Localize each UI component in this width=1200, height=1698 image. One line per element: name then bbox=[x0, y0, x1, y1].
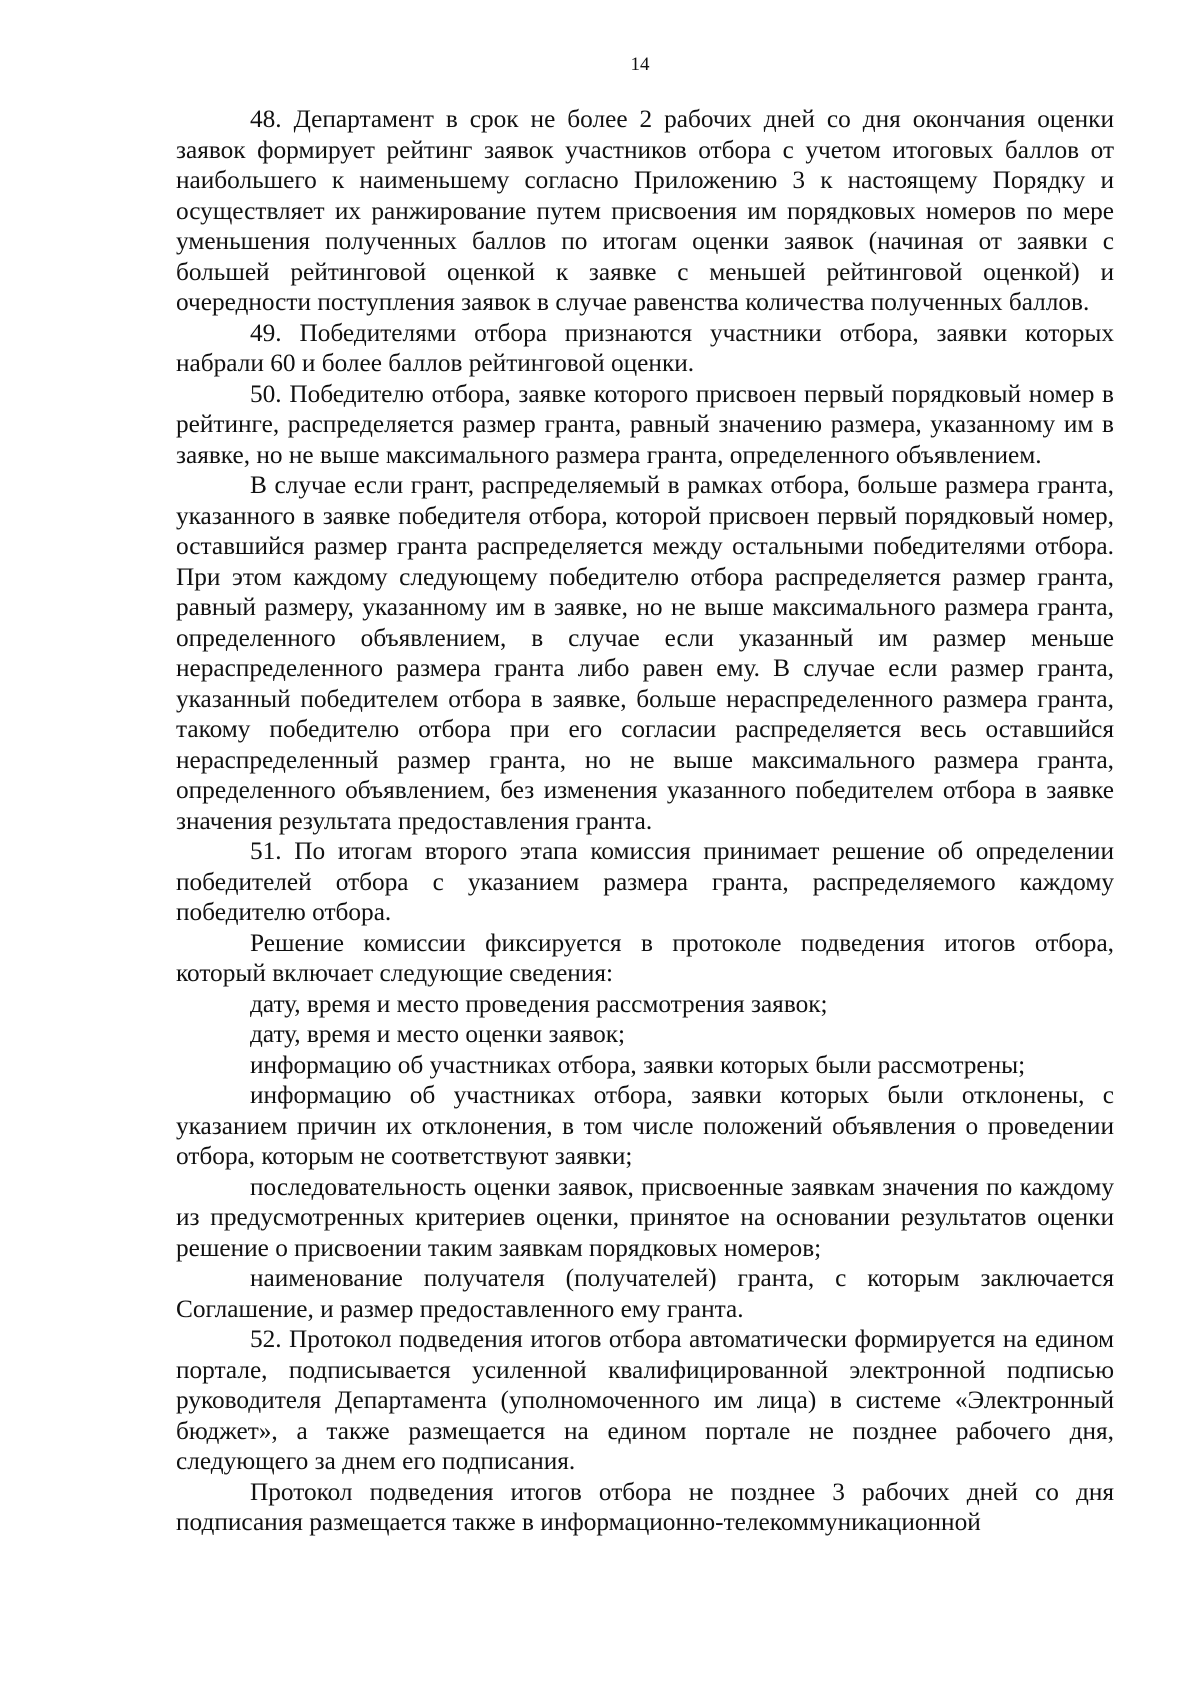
list-item-grant-recipient: наименование получателя (получателей) гранта, с которым заключается Соглашение, и размер предоставленного ему гранта. bbox=[176, 1264, 1114, 1323]
list-item-evaluation-date: дату, время и место оценки заявок; bbox=[250, 1020, 626, 1048]
paragraph-protocol-contents: Решение комиссии фиксируется в протоколе подведения итогов отбора, который включает следующие сведения: bbox=[176, 928, 1114, 987]
paragraph-52-continued: Протокол подведения итогов отбора не позднее 3 рабочих дней со дня подписания размещается также в информационно-телекоммуникационной bbox=[176, 1477, 1114, 1536]
paragraph-49: 49. Победителями отбора признаются участники отбора, заявки которых набрали 60 и более баллов рейтинговой оценки. bbox=[176, 318, 1114, 377]
paragraph-50-continued: В случае если грант, распределяемый в рамках отбора, больше размера гранта, указанного в заявке победителя отбора, которой присвоен первый порядковый номер, оставшийся размер гранта распределяется между остальными победителями отбора. При этом каждому следующему победителю отбора распределяется размер гранта, равный размеру, указанному им в заявке, но не выше максимального размера гранта, определенного объявлением, в случае если указанный им размер меньше нераспределенного размера гранта либо равен ему. В случае если размер гранта, указанный победителем отбора в заявке, больше нераспределенного размера гранта, такому победителю отбора при его согласии распределяется весь оставшийся нераспределенный размер гранта, но не выше максимального размера гранта, определенного объявлением, без изменения указанного победителем отбора в заявке значения результата предоставления гранта. bbox=[176, 471, 1114, 835]
paragraph-48: 48. Департамент в срок не более 2 рабочих дней со дня окончания оценки заявок формирует рейтинг заявок участников отбора с учетом итоговых баллов от наибольшего к наименьшему согласно Приложению 3 к настоящему Порядку и осуществляет их ранжирование путем присвоения им порядковых номеров по мере уменьшения полученных баллов по итогам оценки заявок (начиная от заявки с большей рейтинговой оценкой к заявке с меньшей рейтинговой оценкой) и очередности поступления заявок в случае равенства количества полученных баллов. bbox=[176, 105, 1114, 316]
list-item-review-date: дату, время и место проведения рассмотрения заявок; bbox=[250, 989, 828, 1018]
paragraph-50: 50. Победителю отбора, заявке которого присвоен первый порядковый номер в рейтинге, распределяется размер гранта, равный значению размера, указанному им в заявке, но не выше максимального размера гранта, определенного объявлением. bbox=[176, 379, 1114, 469]
list-item-evaluation-sequence: последовательность оценки заявок, присвоенные заявкам значения по каждому из предусмотренных критериев оценки, принятое на основании результатов оценки решение о присвоении таким заявкам порядковых номеров; bbox=[176, 1172, 1114, 1262]
document-body bbox=[176, 104, 1114, 1538]
list-item-reviewed-participants: информацию об участниках отбора, заявки которых были рассмотрены; bbox=[250, 1050, 1026, 1079]
page-number: 14 bbox=[630, 54, 650, 75]
list-item-rejected-participants: информацию об участниках отбора, заявки которых были отклонены, с указанием причин их отклонения, в том числе положений объявления о проведении отбора, которым не соответствуют заявки; bbox=[176, 1081, 1114, 1170]
paragraph-51: 51. По итогам второго этапа комиссия принимает решение об определении победителей отбора с указанием размера гранта, распределяемого каждому победителю отбора. bbox=[176, 837, 1114, 926]
paragraph-52: 52. Протокол подведения итогов отбора автоматически формируется на едином портале, подписывается усиленной квалифицированной электронной подписью руководителя Департамента (уполномоченного им лица) в системе «Электронный бюджет», а также размещается на едином портале не позднее рабочего дня, следующего за днем его подписания. bbox=[176, 1325, 1114, 1475]
